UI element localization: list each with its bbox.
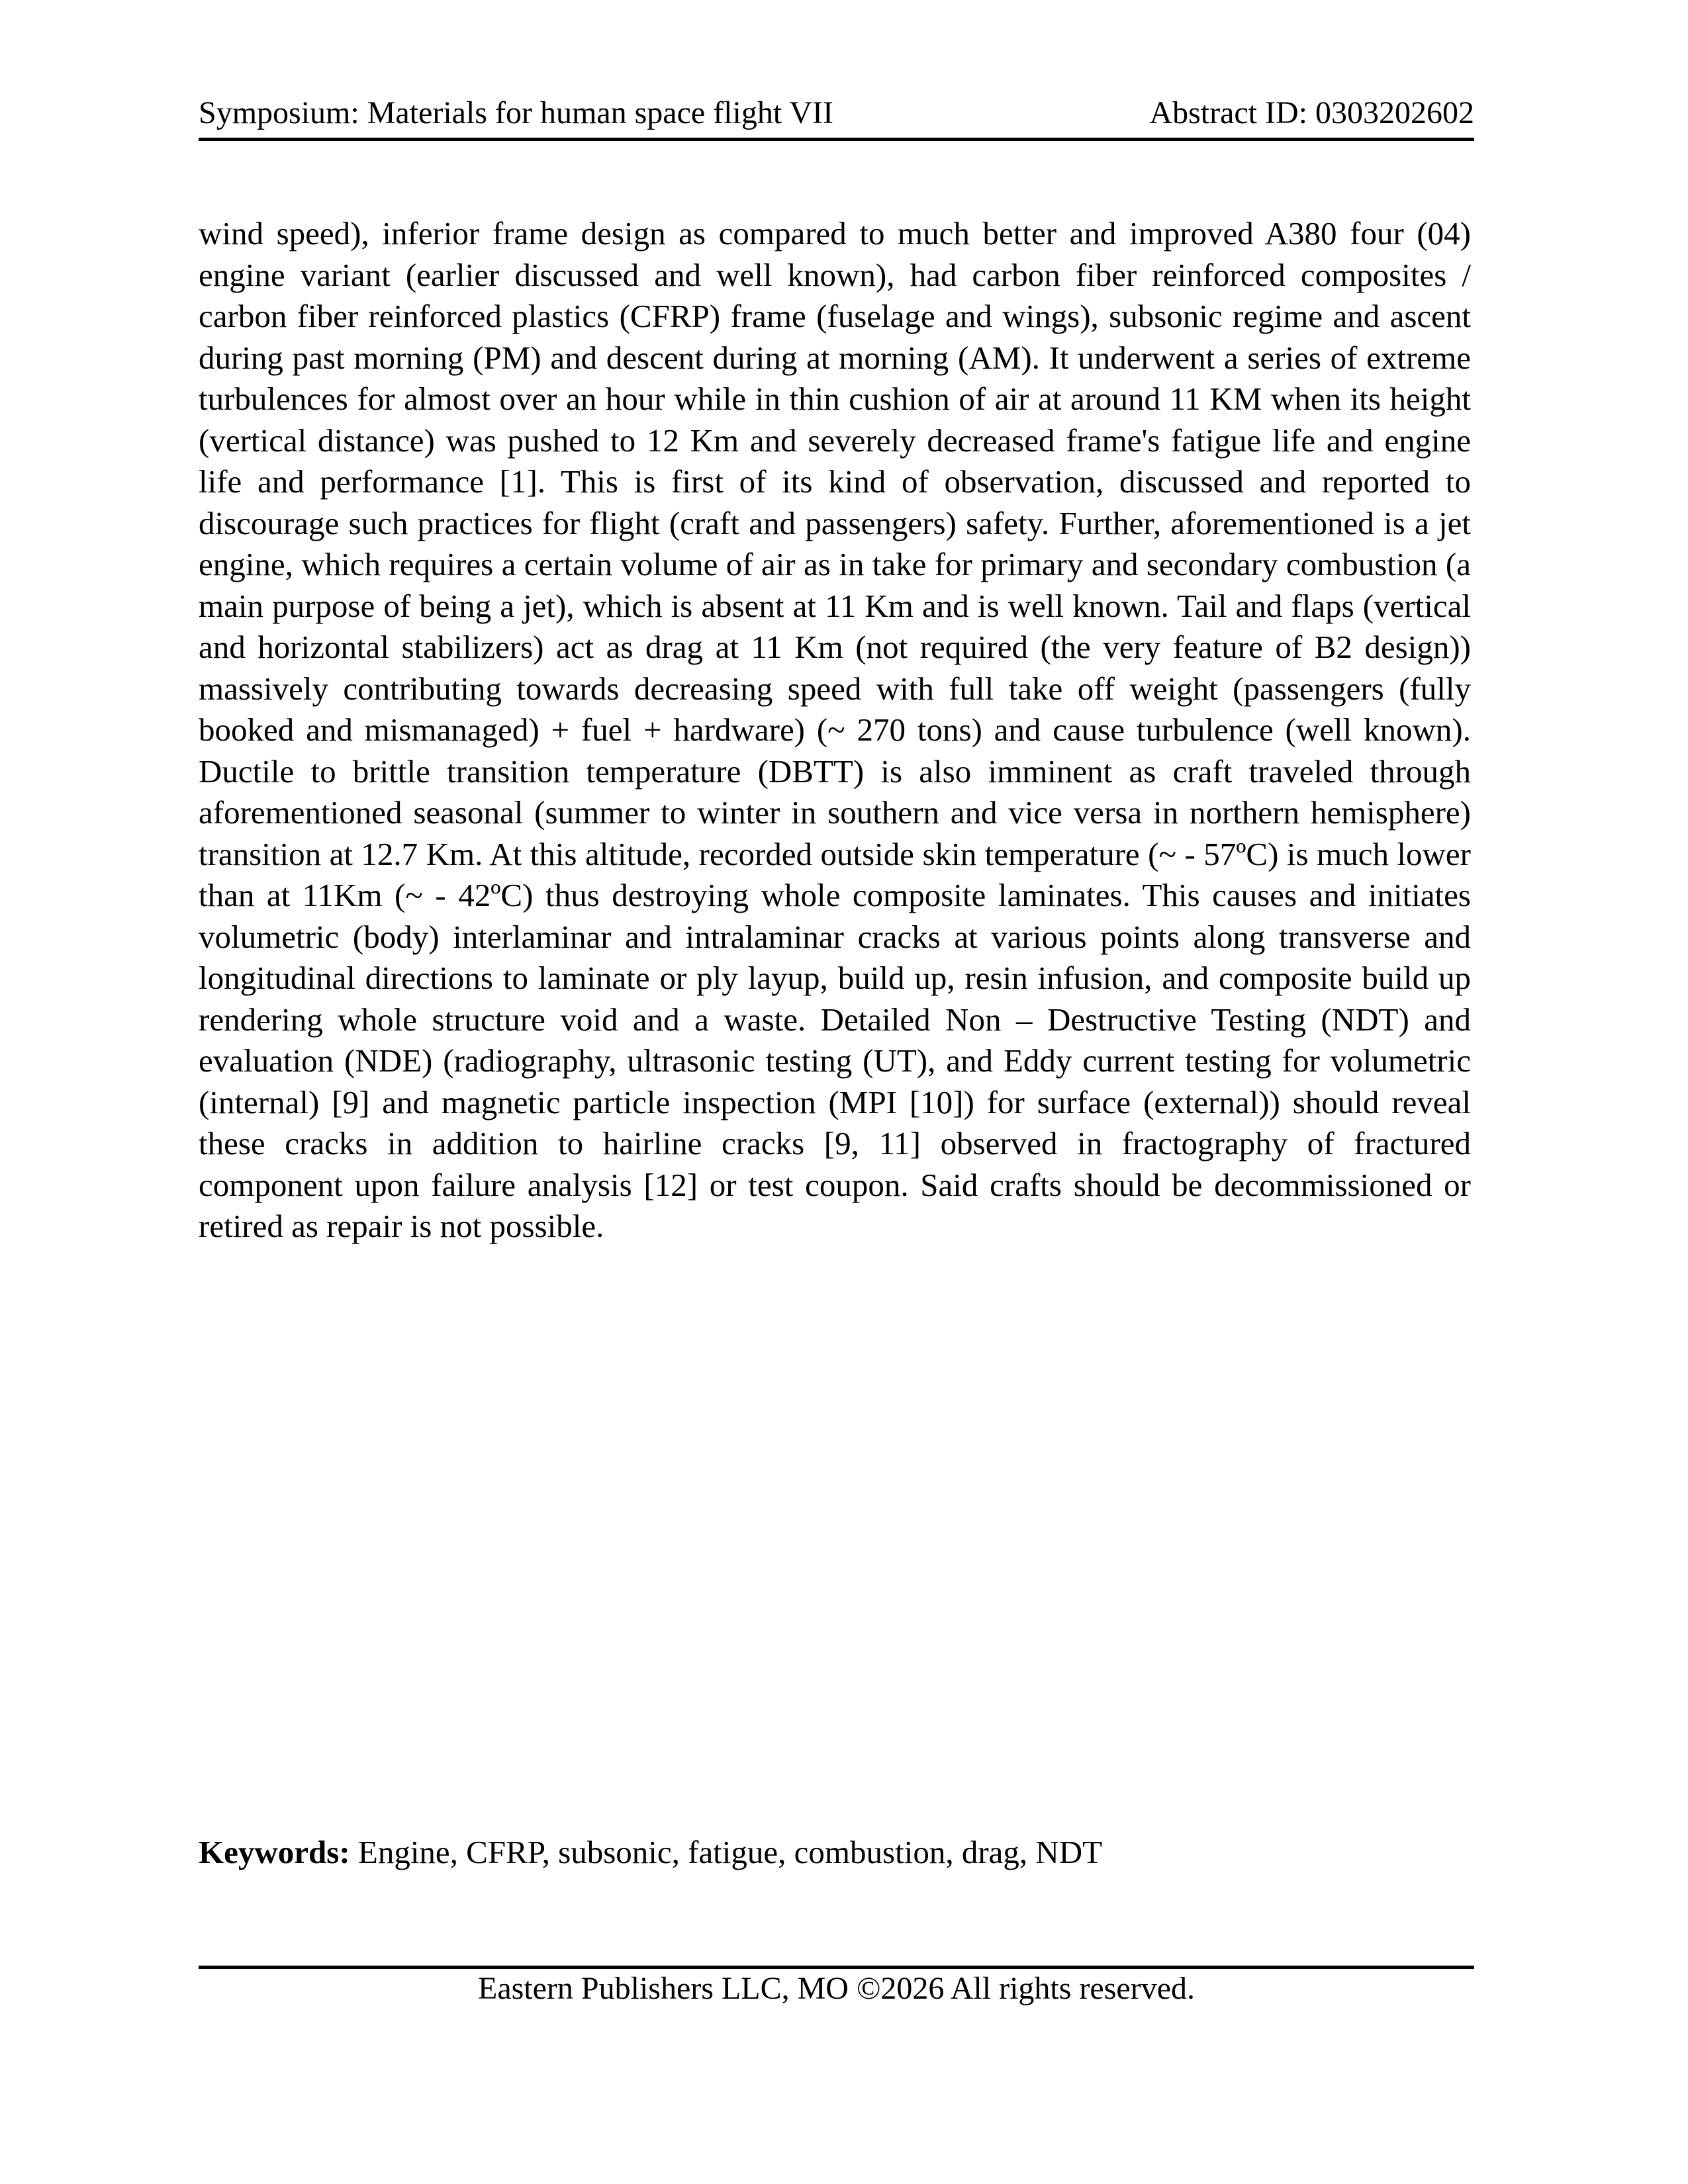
page-header (199, 94, 1474, 141)
abstract-body-paragraph: wind speed), inferior frame design as compared to much better and improved A380 four (04) engine variant (earlier discussed and well known), had carbon fiber reinforced composites / carbon fiber reinforced plastics (CFRP) frame (fuselage and wings), subsonic regime and ascent during past morning (PM) and descent during at morning (AM). It underwent a series of extreme turbulences for almost over an hour while in thin cushion of air at around 11 KM when its height (vertical distance) was pushed to 12 Km and severely decreased frame's fatigue life and engine life and performance [1]. This is first of its kind of observation, discussed and reported to discourage such practices for flight (craft and passengers) safety. Further, aforementioned is a jet engine, which requires a certain volume of air as in take for primary and secondary combustion (a main purpose of being a jet), which is absent at 11 Km and is well known. Tail and flaps (vertical and horizontal stabilizers) act as drag at 11 Km (not required (the very feature of B2 design)) massively contributing towards decreasing speed with full take off weight (passengers (fully booked and mismanaged) + fuel + hardware) (~ 270 tons) and cause turbulence (well known). Ductile to brittle transition temperature (DBTT) is also imminent as craft traveled through aforementioned seasonal (summer to winter in southern and vice versa in northern hemisphere) transition at 12.7 Km. At this altitude, recorded outside skin temperature (~ - 57ºC) is much lower than at 11Km (~ - 42ºC) thus destroying whole composite laminates. This causes and initiates volumetric (body) interlaminar and intralaminar cracks at various points along transverse and longitudinal directions to laminate or ply layup, build up, resin infusion, and composite build up rendering whole structure void and a waste. Detailed Non – Destructive Testing (NDT) and evaluation (NDE) (radiography, ultrasonic testing (UT), and Eddy current testing for volumetric (internal) [9] and magnetic particle inspection (MPI [10]) for surface (external)) should reveal these cracks in addition to hairline cracks [9, 11] observed in fractography of fractured component upon failure analysis [12] or test coupon. Said crafts should be decommissioned or retired as repair is not possible. (199, 215, 1471, 1244)
keywords-label: Keywords: (199, 1834, 350, 1870)
symposium-title: Symposium: Materials for human space flight VII (199, 95, 833, 130)
footer-copyright: Eastern Publishers LLC, MO ©2026 All rights reserved. (478, 1971, 1195, 2006)
keywords-line (199, 1832, 1471, 1874)
abstract-id: Abstract ID: 0303202602 (1149, 95, 1474, 130)
keywords-list: Engine, CFRP, subsonic, fatigue, combustion, drag, NDT (350, 1834, 1103, 1870)
